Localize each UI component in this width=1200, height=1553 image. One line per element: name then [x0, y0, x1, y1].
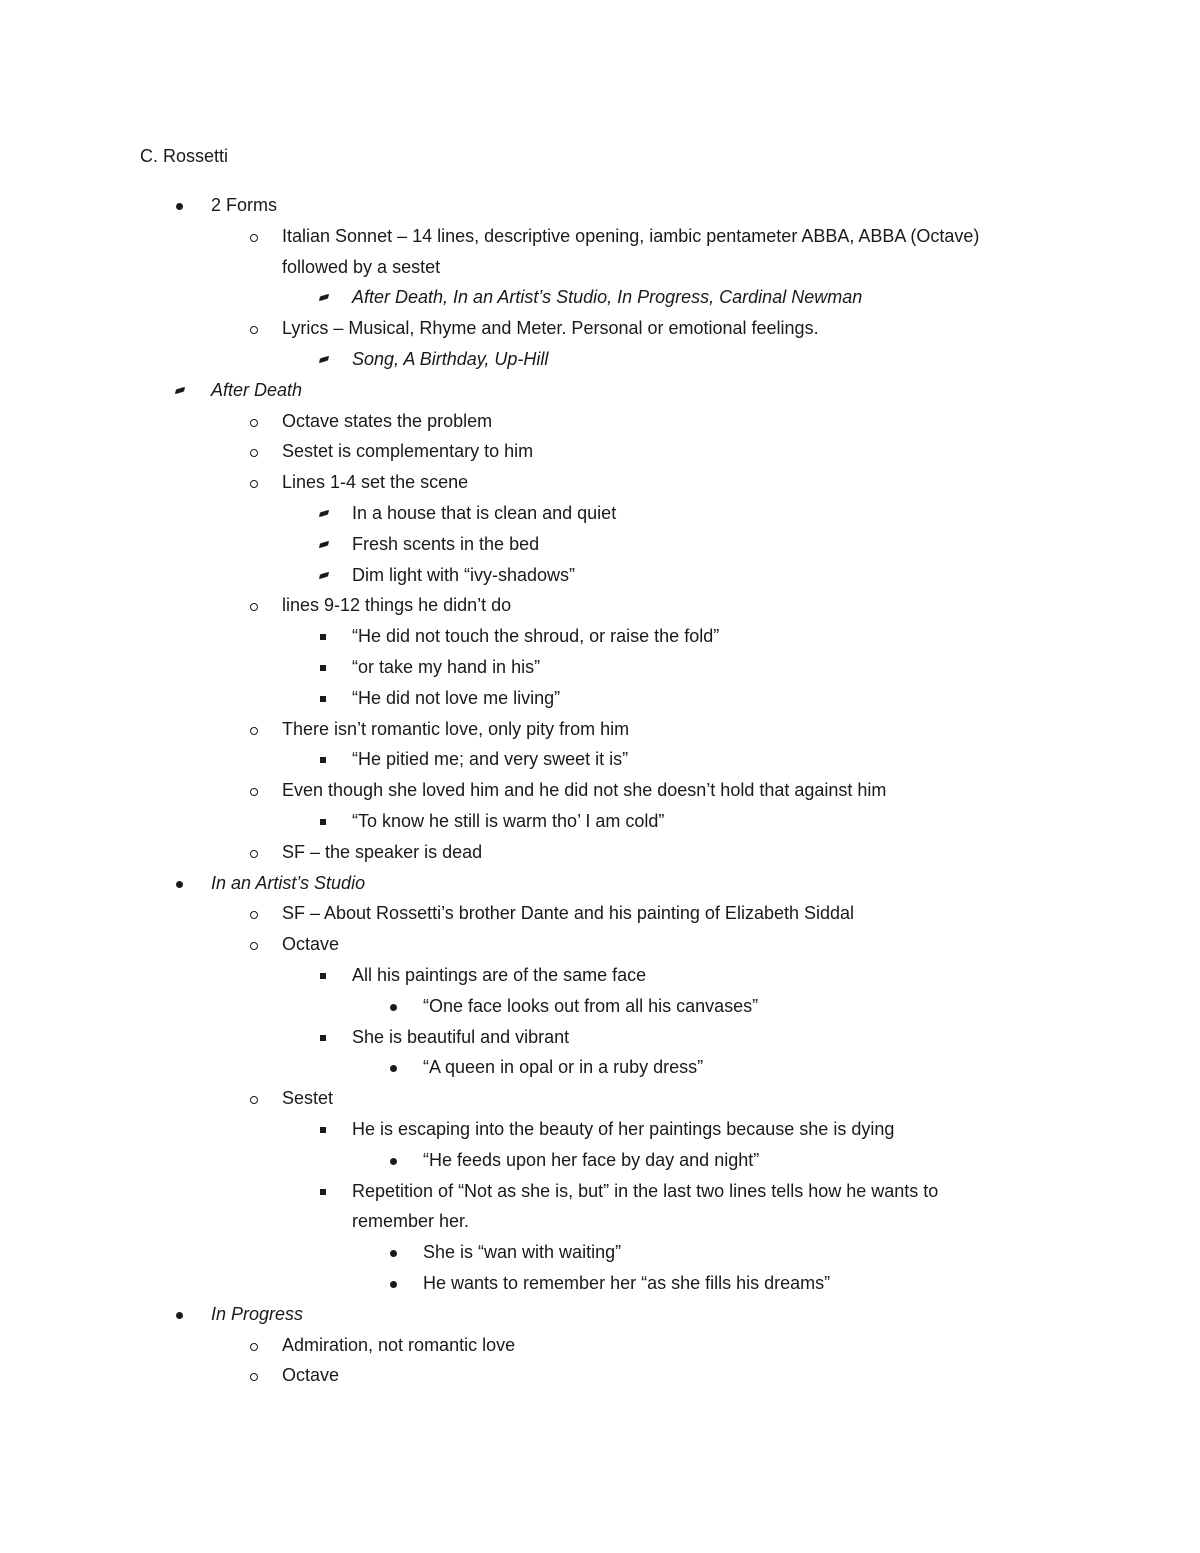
outline-item-text: In an Artist’s Studio [211, 872, 366, 893]
outline-item-text: Song, A Birthday, Up-Hill [352, 349, 549, 369]
bullet-o-icon [250, 1343, 258, 1351]
outline-item-text: “A queen in opal or in a ruby dress” [423, 1057, 704, 1078]
bullet-square-icon [320, 1035, 326, 1041]
outline-item-text: Octave [282, 934, 340, 955]
bullet-arrow-icon [319, 571, 329, 578]
bullet-dot-icon [390, 1004, 397, 1011]
outline-item-text: Repetition of “Not as she is, but” in the last two lines tells how he wants to [352, 1180, 939, 1201]
bullet-dot-icon [390, 1281, 397, 1288]
bullet-o-icon [250, 603, 258, 611]
outline-item-text: remember her. [352, 1211, 470, 1232]
bullet-o-icon [250, 788, 258, 796]
bullet-square-icon [320, 1189, 326, 1195]
bullet-o-icon [250, 942, 258, 950]
bullet-o-icon [250, 419, 258, 427]
bullet-o-icon [250, 234, 258, 242]
outline-item-text: He wants to remember her “as she fills his dreams” [423, 1273, 831, 1293]
outline-item-text: lines 9-12 things he didn’t do [282, 595, 512, 616]
outline-item-text: Lyrics – Musical, Rhyme and Meter. Personal or emotional feelings. [282, 318, 819, 339]
outline-item-text: She is “wan with waiting” [423, 1242, 622, 1263]
bullet-square-icon [320, 696, 326, 702]
outline-item-text: “To know he still is warm tho’ I am cold” [352, 811, 665, 831]
outline-item-text: “He pitied me; and very sweet it is” [352, 749, 629, 770]
outline-item-text: In a house that is clean and quiet [352, 503, 617, 523]
outline-item-text: 2 Forms [211, 195, 278, 215]
bullet-square-icon [320, 819, 326, 825]
bullet-dot-icon [176, 203, 183, 210]
outline-item-text: All his paintings are of the same face [352, 965, 647, 985]
bullet-o-icon [250, 326, 258, 334]
bullet-dot-icon [390, 1065, 397, 1072]
outline-item-text: “He did not love me living” [352, 687, 561, 708]
bullet-square-icon [320, 665, 326, 671]
outline-item-text: Even though she loved him and he did not she doesn’t hold that against him [282, 780, 887, 801]
outline-item-text: SF – the speaker is dead [282, 841, 483, 862]
bullet-o-icon [250, 850, 258, 858]
document-title: C. Rossetti [140, 146, 229, 166]
outline-item-text: Italian Sonnet – 14 lines, descriptive opening, iambic pentameter ABBA, ABBA (Octave) [282, 225, 980, 246]
outline-item-text: Dim light with “ivy-shadows” [352, 564, 576, 585]
bullet-arrow-icon [319, 294, 329, 301]
bullet-dot-icon [390, 1250, 397, 1257]
outline-item-text: “One face looks out from all his canvases” [423, 995, 759, 1016]
bullet-o-icon [250, 480, 258, 488]
outline-item-text: After Death, In an Artist’s Studio, In Progress, Cardinal Newman [352, 287, 863, 308]
bullet-arrow-icon [175, 387, 185, 394]
outline-item-text: Octave states the problem [282, 410, 493, 431]
outline-item-text: Sestet is complementary to him [282, 441, 534, 462]
outline-item-text: Sestet [282, 1088, 334, 1109]
outline-item-text: After Death [211, 379, 303, 400]
outline-item-text: “He did not touch the shroud, or raise the fold” [352, 626, 720, 647]
outline-item-text: Fresh scents in the bed [352, 533, 540, 554]
bullet-square-icon [320, 1127, 326, 1133]
outline-item-text: There isn’t romantic love, only pity from him [282, 718, 630, 739]
bullet-o-icon [250, 1096, 258, 1104]
outline-item-text: “or take my hand in his” [352, 657, 541, 677]
bullet-square-icon [320, 973, 326, 979]
bullet-o-icon [250, 449, 258, 457]
outline-item-text: “He feeds upon her face by day and night” [423, 1149, 760, 1170]
bullet-square-icon [320, 634, 326, 640]
outline-item-text: She is beautiful and vibrant [352, 1026, 570, 1047]
outline-item-text: SF – About Rossetti’s brother Dante and his painting of Elizabeth Siddal [282, 903, 855, 924]
outline-item-text: Admiration, not romantic love [282, 1334, 516, 1355]
bullet-o-icon [250, 911, 258, 919]
outline-item-text: In Progress [211, 1303, 304, 1324]
bullet-arrow-icon [319, 510, 329, 517]
bullet-arrow-icon [319, 541, 329, 548]
outline-item-text: Octave [282, 1365, 340, 1386]
bullet-dot-icon [176, 881, 183, 888]
bullet-o-icon [250, 1373, 258, 1381]
bullet-dot-icon [176, 1312, 183, 1319]
bullet-arrow-icon [319, 356, 329, 363]
bullet-o-icon [250, 727, 258, 735]
bullet-dot-icon [390, 1158, 397, 1165]
outline-item-text: Lines 1-4 set the scene [282, 472, 469, 493]
outline-item-text: He is escaping into the beauty of her paintings because she is dying [352, 1119, 895, 1139]
outline-item-text: followed by a sestet [282, 256, 441, 277]
bullet-square-icon [320, 757, 326, 763]
